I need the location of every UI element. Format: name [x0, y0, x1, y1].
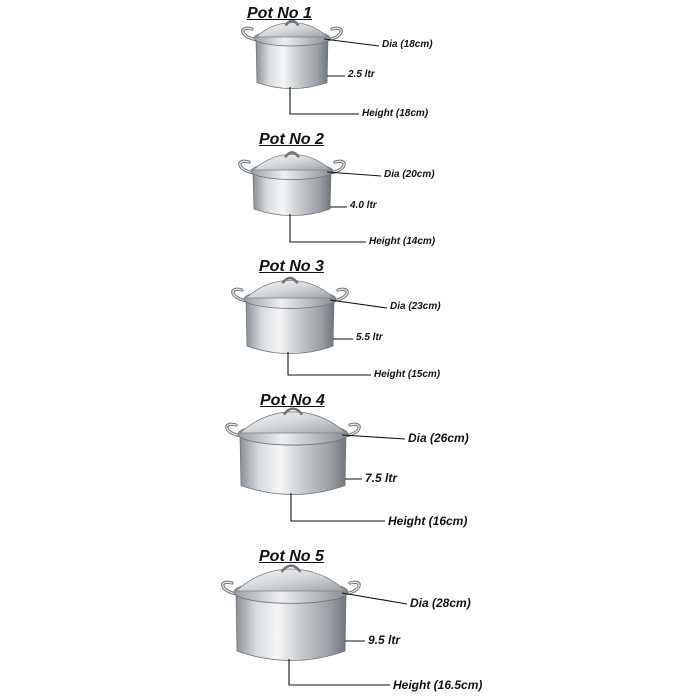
pot-2-dia-label: Dia (20cm) [384, 169, 435, 180]
pot-2-height-label: Height (14cm) [369, 236, 436, 247]
height-leader-line [291, 493, 385, 521]
pot-3-height-label: Height (15cm) [374, 369, 441, 380]
pot-1-dia-label: Dia (18cm) [382, 39, 433, 50]
pot-3-title: Pot No 3 [259, 258, 324, 275]
pot-2-title: Pot No 2 [259, 131, 324, 148]
pot-4-dia-label: Dia (26cm) [408, 430, 469, 445]
pot-2-capacity-label: 4.0 ltr [350, 200, 377, 211]
pot-4-height-label: Height (16cm) [388, 513, 468, 528]
dia-leader-line [327, 172, 381, 176]
pot-3 [233, 278, 387, 375]
pot-5-dia-label: Dia (28cm) [410, 595, 471, 610]
height-leader-line [288, 352, 371, 375]
dia-leader-line [342, 593, 407, 604]
pot-5-height-label: Height (16.5cm) [393, 677, 483, 692]
pot-2 [240, 152, 381, 242]
height-leader-line [290, 87, 359, 114]
pot-1 [243, 21, 379, 114]
pot-4 [227, 409, 405, 521]
dia-leader-line [324, 39, 379, 46]
pot-lid [256, 23, 328, 37]
pot-lid [253, 154, 331, 170]
pot-4-capacity-label: 7.5 ltr [365, 470, 398, 485]
pot-5 [223, 566, 407, 685]
pot-1-height-label: Height (18cm) [362, 108, 429, 119]
pot-lid [236, 569, 346, 591]
dia-leader-line [342, 435, 405, 439]
pot-lid [246, 280, 334, 298]
pot-5-capacity-label: 9.5 ltr [368, 632, 401, 647]
pot-1-title: Pot No 1 [247, 5, 312, 22]
height-leader-line [290, 214, 366, 242]
pot-1-capacity-label: 2.5 ltr [348, 69, 375, 80]
height-leader-line [289, 659, 390, 685]
pot-5-title: Pot No 5 [259, 548, 324, 565]
pot-4-title: Pot No 4 [260, 392, 325, 409]
pot-3-capacity-label: 5.5 ltr [356, 332, 383, 343]
pot-lid [240, 412, 346, 433]
pot-3-dia-label: Dia (23cm) [390, 301, 441, 312]
dia-leader-line [330, 300, 387, 308]
